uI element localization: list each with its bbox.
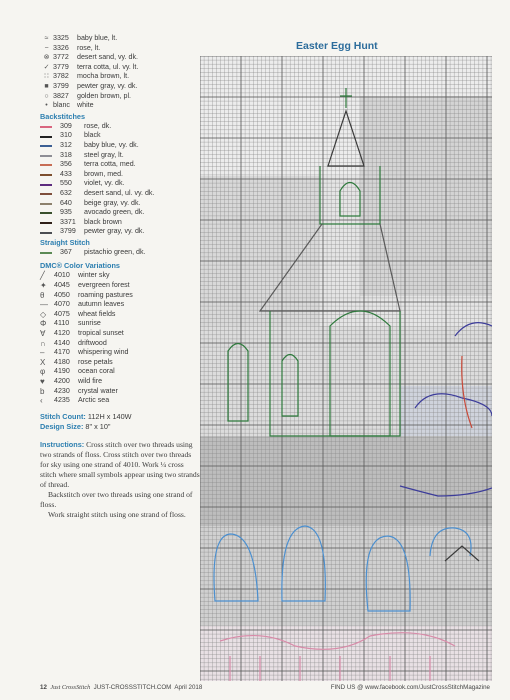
floss-code: blanc (53, 101, 70, 110)
thread-code: 312 (60, 140, 72, 149)
floss-row (40, 44, 200, 54)
variation-code: 4070 (54, 300, 70, 309)
floss-row (40, 63, 200, 73)
thread-name: rose, dk. (84, 121, 112, 130)
variation-symbol-icon: ◇ (40, 309, 47, 319)
thread-name: brown, med. (84, 169, 124, 178)
variation-code: 4170 (54, 348, 70, 357)
floss-code: 3772 (53, 53, 69, 62)
thread-name: steel gray, lt. (84, 150, 124, 159)
floss-code: 3325 (53, 34, 69, 42)
backstitches-heading: Backstitches (40, 111, 86, 121)
variation-row (40, 310, 200, 320)
design-size-label: Design Size: (40, 421, 84, 431)
variation-row (40, 396, 200, 406)
thread-line-swatch (40, 184, 52, 186)
variation-row (40, 271, 200, 281)
variation-name: Arctic sea (78, 396, 110, 405)
variation-row (40, 367, 200, 377)
thread-name: beige gray, vy. dk. (84, 198, 141, 207)
floss-name: baby blue, lt. (77, 34, 118, 42)
stitch-count-value: 112H x 140W (87, 411, 132, 421)
variation-symbol-icon: ✦ (40, 281, 47, 291)
variation-row (40, 339, 200, 349)
instructions (40, 440, 200, 520)
variation-name: whispering wind (78, 348, 129, 357)
thread-code: 310 (60, 131, 72, 140)
variation-name: ocean coral (78, 367, 115, 376)
variation-symbol-icon: ∩ (40, 338, 46, 348)
variation-name: roaming pastures (78, 290, 133, 299)
backstitches-row (40, 122, 200, 132)
thread-code: 367 (60, 247, 72, 256)
design-size (40, 422, 200, 432)
thread-code: 309 (60, 121, 72, 130)
backstitches-row (40, 170, 200, 180)
footer-right: FIND US @ www.facebook.com/JustCrossStitchMagazine (330, 684, 490, 691)
variation-name: autumn leaves (78, 300, 125, 309)
chart-title: Easter Egg Hunt (296, 40, 378, 52)
variation-name: driftwood (78, 338, 107, 347)
variation-code: 4235 (54, 396, 70, 405)
floss-row (40, 34, 200, 44)
floss-name: rose, lt. (77, 43, 101, 52)
variation-name: tropical sunset (78, 329, 124, 338)
straight_stitch-row (40, 248, 200, 258)
page-number: 12 (40, 684, 47, 691)
variation-symbol-icon: — (40, 300, 48, 310)
variation-row (40, 291, 200, 301)
floss-name: pewter gray, vy. dk. (77, 81, 138, 90)
variation-row (40, 387, 200, 397)
thread-code: 318 (60, 150, 72, 159)
thread-name: desert sand, ul. vy. dk. (84, 188, 155, 197)
stitch-symbol-icon: • (45, 102, 48, 110)
variation-symbol-icon: ♥ (40, 377, 45, 386)
variation-row (40, 319, 200, 329)
stitch-symbol-icon: ○ (44, 92, 49, 100)
backstitches-row (40, 189, 200, 199)
backstitches-row (40, 199, 200, 209)
floss-code: 3782 (53, 72, 69, 81)
thread-name: baby blue, vy. dk. (84, 140, 139, 149)
variation-symbol-icon: θ (40, 290, 45, 300)
variation-name: rose petals (78, 357, 113, 366)
thread-name: black brown (84, 217, 122, 226)
variation-code: 4010 (54, 271, 70, 280)
floss-row (40, 101, 200, 111)
floss-code: 3779 (53, 62, 69, 71)
instructions-text-1: Cross stitch over two threads using two strands of floss. Cross stitch over two threads for sky using one strand of 4010. Work ¼ cross stitch where small symbols appear using two strands of thread. (40, 440, 200, 490)
variation-code: 4190 (54, 367, 70, 376)
backstitches-row (40, 218, 200, 228)
floss-name: terra cotta, ul. vy. lt. (77, 62, 139, 71)
thread-line-swatch (40, 252, 52, 254)
thread-line-swatch (40, 145, 52, 147)
variation-row (40, 300, 200, 310)
stitch-symbol-icon: − (44, 44, 49, 52)
chart-shading (200, 56, 492, 681)
thread-line-swatch (40, 212, 52, 214)
backstitches-row (40, 179, 200, 189)
variation-name: wild fire (78, 377, 103, 385)
thread-code: 3371 (60, 217, 76, 226)
design-size-value: 8" x 10" (85, 421, 111, 431)
thread-line-swatch (40, 232, 52, 234)
backstitches-row (40, 160, 200, 170)
variation-symbol-icon: b (40, 386, 45, 396)
variation-symbol-icon: Φ (40, 319, 47, 329)
variation-name: sunrise (78, 319, 101, 328)
thread-line-swatch (40, 203, 52, 205)
floss-legend (40, 34, 200, 520)
variation-symbol-icon: Χ (40, 357, 46, 367)
variation-symbol-icon: ╱ (40, 271, 45, 281)
thread-name: terra cotta, med. (84, 160, 136, 169)
floss-list (40, 34, 200, 111)
stitch-symbol-icon: ∷ (44, 73, 49, 81)
variation-row (40, 377, 200, 387)
stitch-symbol-icon: ✓ (43, 63, 50, 71)
variation-name: evergreen forest (78, 281, 130, 290)
variation-symbol-icon: ‹ (40, 396, 43, 406)
thread-line-swatch (40, 164, 52, 166)
thread-code: 632 (60, 188, 72, 197)
variation-code: 4200 (54, 377, 70, 385)
thread-name: pistachio green, dk. (84, 247, 146, 256)
stitch-count-label: Stitch Count: (40, 411, 86, 421)
stitch-symbol-icon: ⊗ (43, 54, 50, 62)
floss-row (40, 53, 200, 63)
variation-code: 4045 (54, 281, 70, 290)
thread-code: 550 (60, 179, 72, 188)
variation-code: 4075 (54, 309, 70, 318)
backstitches-row (40, 141, 200, 151)
floss-name: white (77, 101, 94, 110)
variation-code: 4230 (54, 386, 70, 395)
floss-row (40, 92, 200, 102)
stitch-symbol-icon: ■ (44, 82, 49, 90)
instructions-paragraph-2: Backstitch over two threads using one strand of floss. (40, 490, 193, 510)
floss-code: 3799 (53, 81, 69, 90)
variation-row (40, 348, 200, 358)
variations-heading: DMC® Color Variations (40, 261, 120, 271)
straight-stitch-list (40, 248, 200, 258)
thread-line-swatch (40, 174, 52, 176)
variation-name: winter sky (78, 271, 110, 280)
variation-row (40, 329, 200, 339)
floss-name: golden brown, pl. (77, 91, 132, 100)
variation-row (40, 358, 200, 368)
stitch-symbol-icon: ≈ (44, 35, 49, 42)
floss-name: desert sand, vy. dk. (77, 53, 138, 62)
thread-code: 640 (60, 198, 72, 207)
floss-code: 3326 (53, 43, 69, 52)
thread-name: violet, vy. dk. (84, 179, 125, 188)
thread-line-swatch (40, 222, 52, 224)
stitch-count (40, 412, 200, 422)
variation-symbol-icon: φ (40, 367, 46, 377)
thread-line-swatch (40, 155, 52, 157)
floss-row (40, 72, 200, 82)
variation-name: wheat fields (78, 309, 116, 318)
variation-row (40, 281, 200, 291)
thread-code: 3799 (60, 227, 76, 236)
footer-left (40, 684, 202, 691)
thread-code: 433 (60, 169, 72, 178)
thread-line-swatch (40, 193, 52, 195)
backstitches-row (40, 208, 200, 218)
website: JUST-CROSSSTITCH.COM (93, 684, 172, 691)
straight-stitch-heading: Straight Stitch (40, 237, 90, 247)
thread-name: pewter gray, vy. dk. (84, 227, 145, 236)
instructions-paragraph-1 (40, 440, 200, 490)
chart-grid-svg (200, 56, 492, 681)
variations-list (40, 271, 200, 405)
design-info (40, 412, 200, 432)
thread-code: 356 (60, 160, 72, 169)
instructions-paragraph-3: Work straight stitch using one strand of floss. (48, 510, 186, 520)
instructions-label: Instructions: (40, 440, 85, 450)
cross-stitch-chart (200, 56, 492, 681)
backstitches-row (40, 131, 200, 141)
steeple-window (340, 183, 360, 217)
floss-row (40, 82, 200, 92)
thread-name: avocado green, dk. (84, 208, 145, 217)
magazine-name: Just CrossStitch (50, 684, 91, 691)
backstitches-row (40, 151, 200, 161)
issue-date: April 2018 (174, 684, 203, 691)
variation-code: 4120 (54, 329, 70, 338)
thread-code: 935 (60, 208, 72, 217)
variation-name: crystal water (78, 386, 118, 395)
backstitches-row (40, 227, 200, 237)
backstitch-list (40, 122, 200, 237)
thread-line-swatch (40, 136, 52, 138)
variation-code: 4050 (54, 290, 70, 299)
thread-line-swatch (40, 126, 52, 128)
variation-code: 4180 (54, 357, 70, 366)
variation-symbol-icon: – (40, 348, 45, 358)
variation-code: 4110 (54, 319, 70, 328)
variation-symbol-icon: ∀ (40, 329, 46, 339)
floss-name: mocha brown, lt. (77, 72, 130, 81)
floss-code: 3827 (53, 91, 69, 100)
thread-name: black (84, 131, 101, 140)
variation-code: 4140 (54, 338, 70, 347)
